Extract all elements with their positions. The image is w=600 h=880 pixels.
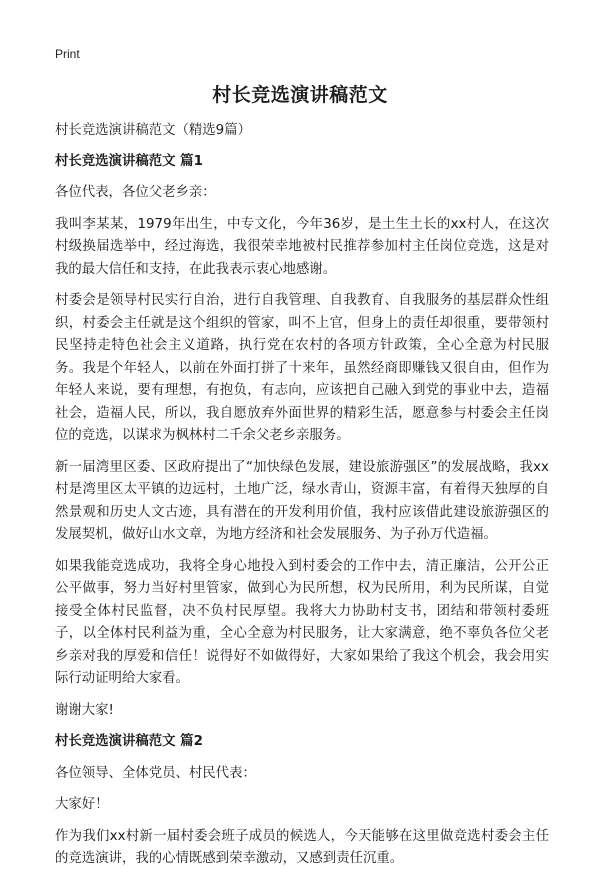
document-title: 村长竞选演讲稿范文 <box>212 84 388 106</box>
paragraph: 村委会是领导村民实行自治，进行自我管理、自我教育、自我服务的基层群众性组织，村委会主任就是这个组织的管家，叫不上官，但身上的责任却很重，要带领村民坚持走特色社会主义道路，执行党在农村的各项方针政策，全心全意为村民服务。我是个年轻人，以前在外面打拼了十来年，虽然经商即赚钱又很自由，但作为年轻人来说，要有理想，有抱负，有志向，应该把自己融入到党的事业中去，造福社会，造福人民，所以，我自愿放弃外面世界的精彩生活，愿意参与村委会主任岗位的竞选，以谋求为枫林村二千余父老乡亲服务。 <box>55 293 549 443</box>
document-body <box>55 120 549 880</box>
paragraph: 各位领导、全体党员、村民代表： <box>55 765 256 781</box>
paragraph: 大家好！ <box>55 797 109 812</box>
paragraph: 我叫李某某，1979年出生，中专文化，今年36岁，是土生土长的xx村人，在这次村级换届选举中，经过海选，我很荣幸地被村民推荐参加村主任岗位竞选，这是对我的最大信任和支持，在此我表示衷心地感谢。 <box>55 216 549 277</box>
paragraph: 作为我们xx村新一届村委会班子成员的候选人，今天能够在这里做竞选村委会主任的竞选演讲，我的心情既感到荣幸激动，又感到责任沉重。 <box>55 828 549 866</box>
paragraph: 新一届湾里区委、区政府提出了“加快绿色发展，建设旅游强区”的发展战略，我xx村是湾里区太平镇的边远村，土地广泛，绿水青山，资源丰富，有着得天独厚的自然景观和历史人文古迹，具有潜在的开发利用价值，我村应该借此建设旅游强区的发展契机，做好山水文章，为地方经济和社会发展服务、为子孙万代造福。 <box>55 459 549 542</box>
document-subtitle: 村长竞选演讲稿范文（精选9篇） <box>55 123 251 138</box>
paragraph: 各位代表，各位父老乡亲： <box>55 185 216 200</box>
paragraph: 如果我能竞选成功，我将全身心地投入到村委会的工作中去，清正廉洁，公开公正公平做事，努力当好村里管家，做到心为民所想，权为民所用，利为民所谋，自觉接受全体村民监督，决不负村民厚望。我将大力协助村支书，团结和带领村委班子，以全体村民利益为重，全心全意为村民服务，让大家满意，绝不辜负各位父老乡亲对我的厚爱和信任！说得好不如做得好，大家如果给了我这个机会，我会用实际行动证明给大家看。 <box>55 558 549 686</box>
paragraph: 谢谢大家! <box>55 702 114 718</box>
print-link[interactable]: Print <box>55 47 80 61</box>
section-heading: 村长竞选演讲稿范文 篇2 <box>55 734 203 749</box>
section-heading: 村长竞选演讲稿范文 篇1 <box>55 153 203 169</box>
